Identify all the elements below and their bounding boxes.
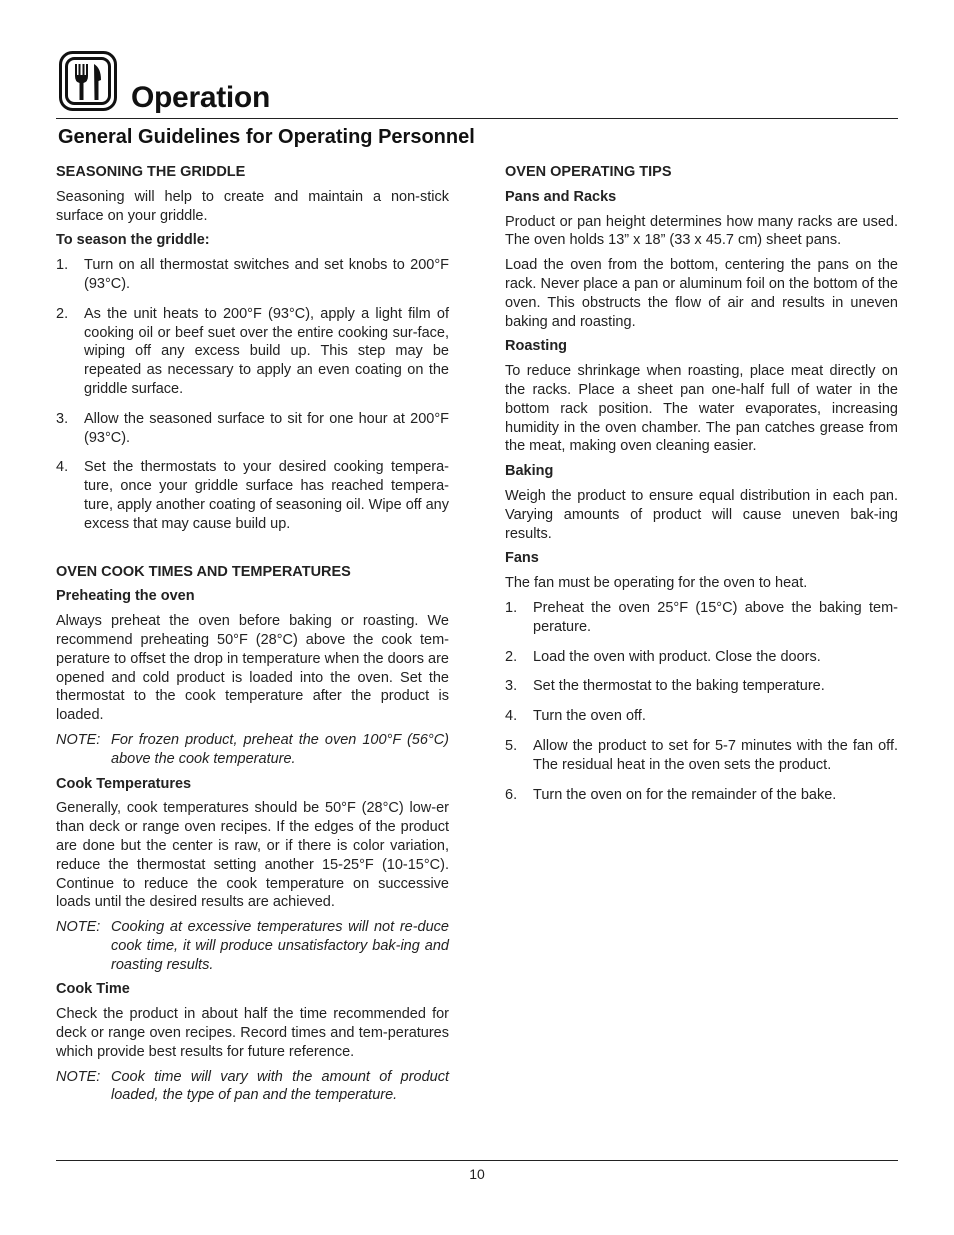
note-label: NOTE:	[56, 919, 101, 936]
cook-temperatures-heading: Cook Temperatures	[56, 775, 192, 792]
step-number: 2.	[56, 305, 69, 322]
step-text: Turn on all thermostat switches and set knobs to 200°F (93°C).	[84, 257, 449, 292]
step-text: Load the oven with product. Close the doors.	[533, 648, 821, 665]
right-column	[505, 163, 898, 815]
note-text: Cooking at excessive temperatures will not re-duce cook time, it will produce unsatisfactory bak-ing and roasting results.	[111, 919, 449, 973]
roasting-text: To reduce shrinkage when roasting, place meat directly on the racks. Place a sheet pan one-half full of water in the bottom rack position. The water evaporates, increasing humidity in the oven chamber. The pan catches grease from the meat, making oven cleaning easier.	[505, 363, 898, 455]
left-column	[56, 163, 449, 1111]
fan-step	[505, 737, 898, 775]
step-number: 6.	[505, 786, 518, 803]
pans-racks-text: Product or pan height determines how many racks are used. The oven holds 13” x 18” (33 x 45.7 cm) sheet pans.	[505, 213, 898, 249]
footer-divider	[56, 1160, 898, 1161]
step-number: 5.	[505, 737, 518, 754]
note	[56, 731, 449, 769]
note	[56, 1068, 449, 1106]
preheat-text: Always preheat the oven before baking or roasting. We recommend preheating 50°F (28°C) above the cook tem-perature to offset the drop in temperature when the doors are opened and cold product is loaded into the oven. Set the thermostat to the cook temperature after the product is loaded.	[56, 613, 449, 724]
note	[56, 918, 449, 974]
step-number: 4.	[56, 459, 69, 476]
baking-text: Weigh the product to ensure equal distribution in each pan. Varying amounts of product will cause uneven bak-ing results.	[505, 487, 898, 542]
cook-temperatures-text: Generally, cook temperatures should be 50°F (28°C) low-er than deck or range oven recipes. If the edges of the product are done but the center is raw, or if there is color variation, reduce the thermostat setting another 15-25°F (10-15°C). Continue to reduce the cook temperature on successive loads until the desired results are achieved.	[56, 800, 449, 911]
step-number: 1.	[505, 599, 518, 616]
spacer	[56, 545, 449, 563]
seasoning-heading: SEASONING THE GRIDDLE	[56, 164, 246, 180]
step-text: Allow the product to set for 5-7 minutes with the fan off. The residual heat in the oven sets the product.	[533, 737, 898, 773]
header-divider	[56, 118, 898, 119]
cook-times-heading: OVEN COOK TIMES AND TEMPERATURES	[56, 563, 351, 580]
step-number: 3.	[505, 678, 518, 695]
seasoning-step	[56, 458, 449, 533]
seasoning-subheading: To season the griddle:	[56, 232, 210, 249]
step-number: 1.	[56, 257, 69, 274]
step-text: As the unit heats to 200°F (93°C), apply a light film of cooking oil or beef suet over the entire cooking sur-face, wiping off any excess build up. This step may be repeated as necessary to apply an even coating on the griddle surface.	[84, 305, 449, 397]
fan-step	[505, 599, 898, 637]
roasting-heading: Roasting	[505, 338, 568, 355]
preheat-heading: Preheating the oven	[56, 588, 195, 605]
page-title: Operation	[131, 81, 270, 114]
fan-step	[505, 648, 898, 667]
seasoning-step	[56, 305, 449, 399]
seasoning-step	[56, 256, 449, 294]
step-text: Turn the oven on for the remainder of the bake.	[533, 786, 837, 803]
fans-text: The fan must be operating for the oven to heat.	[505, 575, 808, 592]
oven-tips-heading: OVEN OPERATING TIPS	[505, 164, 672, 180]
step-number: 2.	[505, 648, 518, 665]
note-text: For frozen product, preheat the oven 100°F (56°C) above the cook temperature.	[111, 731, 449, 767]
fans-heading: Fans	[505, 550, 539, 567]
section-title: General Guidelines for Operating Personnel	[58, 126, 475, 148]
fan-step	[505, 707, 898, 726]
cook-time-heading: Cook Time	[56, 981, 130, 998]
step-text: Set the thermostat to the baking temperature.	[533, 678, 825, 695]
fan-step	[505, 677, 898, 696]
pans-racks-heading: Pans and Racks	[505, 188, 617, 205]
step-text: Preheat the oven 25°F (15°C) above the baking tem-perature.	[533, 599, 898, 635]
fan-step	[505, 786, 898, 805]
page-number: 10	[469, 1166, 485, 1182]
seasoning-step	[56, 410, 449, 448]
step-text: Turn the oven off.	[533, 708, 646, 725]
cook-time-text: Check the product in about half the time recommended for deck or range oven recipes. Record times and tem-peratures which provide best results for future reference.	[56, 1006, 449, 1060]
note-label: NOTE:	[56, 731, 101, 748]
note-text: Cook time will vary with the amount of product loaded, the type of pan and the temperature.	[111, 1068, 449, 1104]
pans-racks-text: Load the oven from the bottom, centering the pans on the rack. Never place a pan or aluminum foil on the bottom of the oven. This obstructs the flow of air and results in uneven baking and roasting.	[505, 257, 898, 330]
baking-heading: Baking	[505, 463, 554, 480]
step-number: 3.	[56, 410, 69, 427]
step-text: Set the thermostats to your desired cooking tempera-ture, once your griddle surface has reached tempera-ture, apply another coating of seasoning oil. Wipe off any excess that may cause build up.	[84, 459, 449, 532]
step-text: Allow the seasoned surface to sit for one hour at 200°F (93°C).	[84, 410, 449, 446]
step-number: 4.	[505, 708, 518, 725]
seasoning-intro: Seasoning will help to create and maintain a non-stick surface on your griddle.	[56, 188, 449, 224]
fork-and-knife-icon	[58, 50, 118, 112]
note-label: NOTE:	[56, 1068, 101, 1085]
